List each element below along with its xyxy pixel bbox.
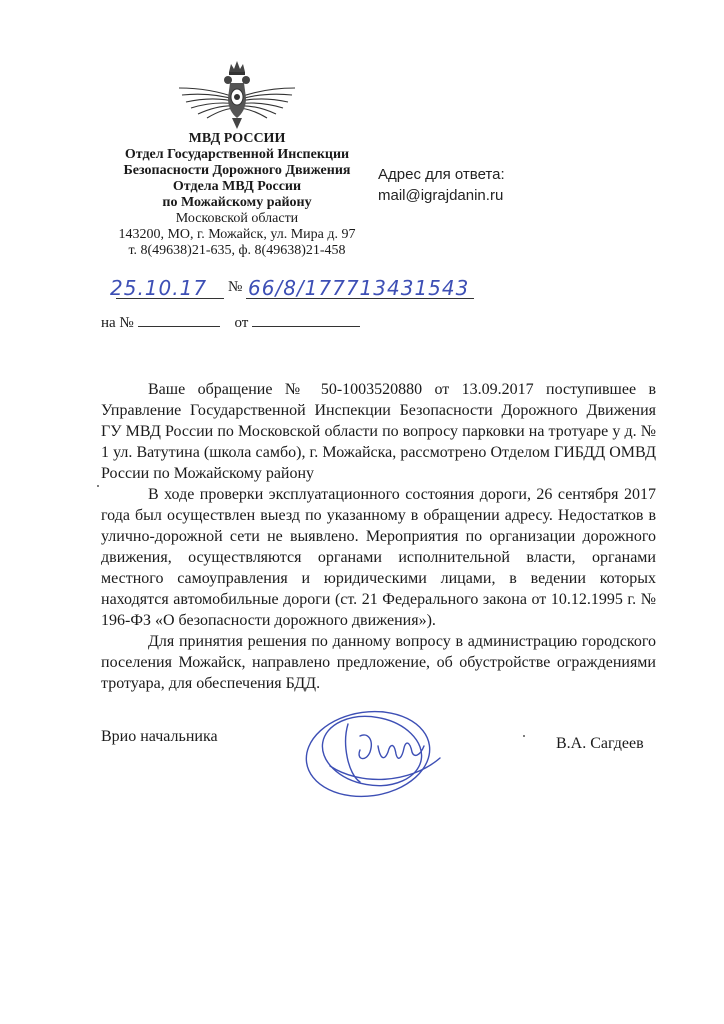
mvd-emblem-icon <box>176 58 298 130</box>
paragraph-1: Ваше обращение № 50-1003520880 от 13.09.2017 поступившее в Управление Государственной Инспекции Безопасности Дорожного Движения ГУ МВД России по Московской области по вопросу парковки на тротуаре у д. № 1 ул. Ватутина (школа самбо), г. Можайска, рассмотрено Отделом ГИБДД ОМВД России по Можайскому району <box>101 381 656 482</box>
org-name: МВД РОССИИ <box>188 131 286 146</box>
scan-speck <box>97 485 99 487</box>
scan-speck <box>523 735 525 737</box>
org-parent: Отдела МВД России <box>172 179 302 194</box>
sender-header <box>96 131 378 259</box>
paragraph-2: В ходе проверки эксплуатационного состояния дороги, 26 сентября 2017 года был осуществлен выезд по указанному в обращении адресу. Недостатков в улично-дорожной сети не выявлено. Мероприятия по организации дорожного движения, осуществляются органами исполнительной власти, органами местного самоуправления и юридическими лицами, в ведении которых находятся автомобильные дороги (ст. 21 Федерального закона от 10.12.1995 г. № 196-ФЗ «О безопасности дорожного движения»). <box>101 486 656 629</box>
org-region: Московской области <box>175 211 299 226</box>
signer-position: Врио начальника <box>101 728 218 745</box>
signer-name: В.А. Сагдеев <box>556 735 644 752</box>
reply-email: mail@igrajdanin.ru <box>378 187 504 204</box>
registration-number: 66/8/177713431543 <box>248 276 470 300</box>
ot-label: от <box>234 315 249 331</box>
handwritten-signature <box>290 696 470 806</box>
na-blank <box>138 314 220 327</box>
letter-body <box>101 379 656 694</box>
number-underline <box>246 298 474 299</box>
org-district: по Можайскому району <box>162 195 312 210</box>
org-phone: т. 8(49638)21-635, ф. 8(49638)21-458 <box>128 243 346 258</box>
reply-label: Адрес для ответа: <box>378 166 505 183</box>
registration-line <box>110 276 490 302</box>
org-department-cont: Безопасности Дорожного Движения <box>123 163 351 178</box>
org-department: Отдел Государственной Инспекции <box>124 147 350 162</box>
number-sign: № <box>228 279 243 295</box>
reference-line <box>101 314 360 332</box>
na-label: на № <box>101 315 134 331</box>
registration-date: 25.10.17 <box>110 276 208 300</box>
reply-address <box>378 164 505 206</box>
date-underline <box>116 298 224 299</box>
paragraph-3: Для принятия решения по данному вопросу в администрацию городского поселения Можайск, направлено предложение, об обустройстве ограждениями тротуара, для обеспечения БДД. <box>101 633 656 692</box>
ot-blank <box>252 314 360 327</box>
org-address: 143200, МО, г. Можайск, ул. Мира д. 97 <box>118 227 356 242</box>
